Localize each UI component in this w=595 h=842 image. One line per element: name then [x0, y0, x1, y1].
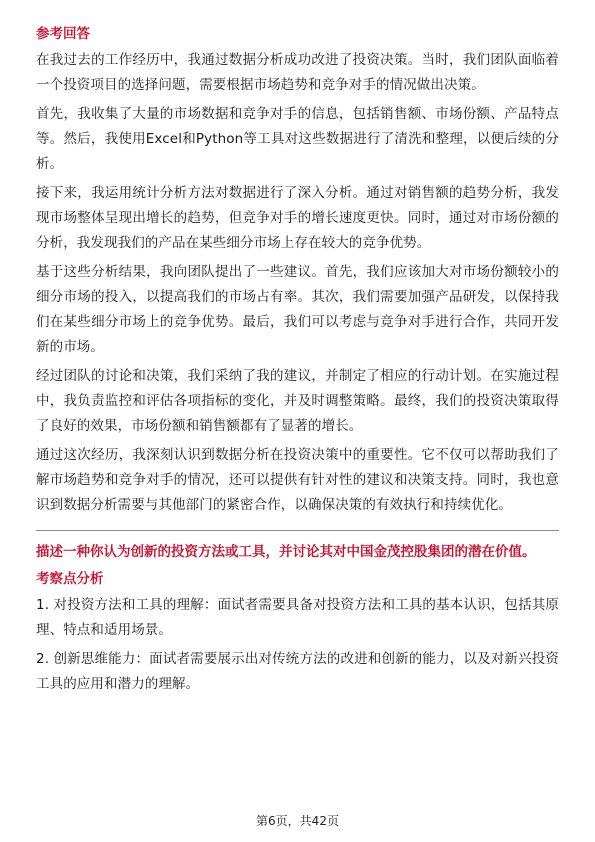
answer-paragraph-6: 通过这次经历，我深刻认识到数据分析在投资决策中的重要性。它不仅可以帮助我们了解市场趋势和竞争对手的情况，还可以提供有针对性的建议和决策支持。同时，我也意识到数据分析需要与其他部门的紧密合作，以确保决策的有效执行和持续优化。	[36, 447, 559, 513]
question-text: 描述一种你认为创新的投资方法或工具，并讨论其对中国金茂控股集团的潜在价值。	[36, 544, 536, 560]
answer-paragraph-3: 接下来，我运用统计分析方法对数据进行了深入分析。通过对销售额的趋势分析，我发现市场整体呈现出增长的趋势，但竞争对手的增长速度更快。同时，通过对市场份额的分析，我发现我们的产品在某些细分市场上存在较大的竞争优势。	[36, 185, 559, 251]
analysis-item-2: 2. 创新思维能力：面试者需要展示出对传统方法的改进和创新的能力，以及对新兴投资工具的应用和潜力的理解。	[36, 651, 559, 692]
analysis-heading: 考察点分析	[36, 571, 104, 587]
answer-paragraph-4: 基于这些分析结果，我向团队提出了一些建议。首先，我们应该加大对市场份额较小的细分市场的投入，以提高我们的市场占有率。其次，我们需要加强产品研发，以保持我们在某些细分市场上的竞争优势。最后，我们可以考虑与竞争对手进行合作，共同开发新的市场。	[36, 264, 559, 355]
answer-paragraph-5: 经过团队的讨论和决策，我们采纳了我的建议，并制定了相应的行动计划。在实施过程中，我负责监控和评估各项指标的变化，并及时调整策略。最终，我们的投资决策取得了良好的效果，市场份额和销售额都有了显著的增长。	[36, 368, 559, 434]
answer-heading: 参考回答	[36, 26, 90, 42]
page-number: 第6页，共42页	[256, 814, 339, 828]
page-content	[36, 24, 559, 701]
answer-paragraph-1: 在我过去的工作经历中，我通过数据分析成功改进了投资决策。当时，我们团队面临着一个投资项目的选择问题，需要根据市场趋势和竞争对手的情况做出决策。	[36, 52, 559, 93]
section-divider	[36, 530, 559, 531]
analysis-item-1: 1. 对投资方法和工具的理解：面试者需要具备对投资方法和工具的基本认识，包括其原理、特点和适用场景。	[36, 597, 559, 638]
answer-paragraph-2: 首先，我收集了大量的市场数据和竞争对手的信息，包括销售额、市场份额、产品特点等。然后，我使用Excel和Python等工具对这些数据进行了清洗和整理，以便后续的分析。	[36, 106, 559, 172]
